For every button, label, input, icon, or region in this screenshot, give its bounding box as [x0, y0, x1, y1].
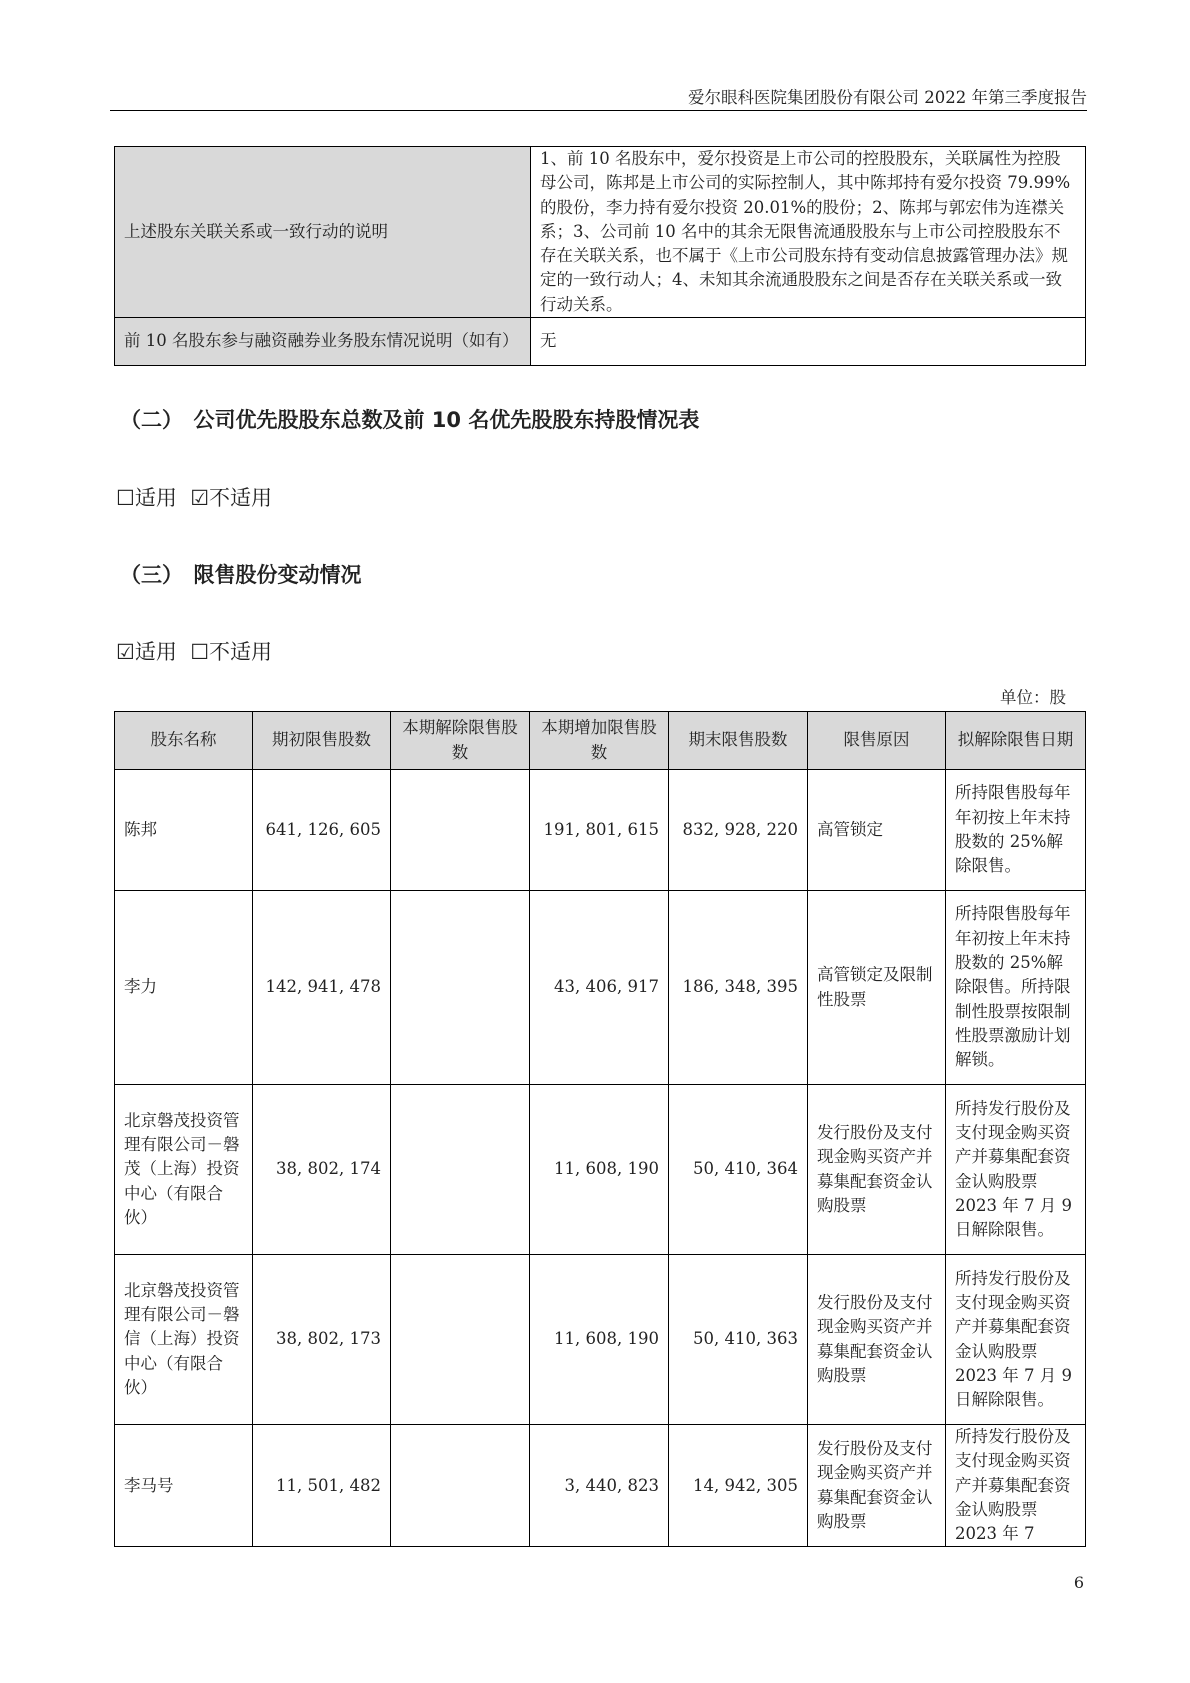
cell-released: [391, 1085, 530, 1255]
row-label: 前 10 名股东参与融资融券业务股东情况说明（如有）: [115, 318, 531, 366]
table-row: [115, 891, 1086, 1085]
cell-end: 832, 928, 220: [669, 770, 808, 891]
table-row: [115, 147, 1086, 318]
cell-reason: 高管锁定: [808, 770, 946, 891]
cell-added: 191, 801, 615: [530, 770, 669, 891]
cell-date: 所持限售股每年年初按上年末持股数的 25%解除限售。: [946, 770, 1086, 891]
cell-reason: 发行股份及支付现金购买资产并募集配套资金认购股票: [808, 1255, 946, 1425]
column-header: 期初限售股数: [253, 712, 391, 770]
column-header: 限售原因: [808, 712, 946, 770]
page-number: 6: [1073, 1573, 1084, 1592]
cell-released: [391, 1425, 530, 1547]
cell-name: 李力: [115, 891, 253, 1085]
cell-added: 3, 440, 823: [530, 1425, 669, 1547]
applicable-checkbox: ☐适用: [116, 486, 177, 510]
cell-released: [391, 891, 530, 1085]
restricted-shares-table: [114, 711, 1086, 1547]
cell-date: 所持发行股份及支付现金购买资产并募集配套资金认购股票 2023 年 7 月 9 日解除限售。: [946, 1085, 1086, 1255]
not-applicable-checkbox: ☑不适用: [190, 486, 273, 510]
section-2-title: （二） 公司优先股股东总数及前 10 名优先股股东持股情况表: [120, 408, 700, 432]
cell-start: 142, 941, 478: [253, 891, 391, 1085]
cell-end: 50, 410, 364: [669, 1085, 808, 1255]
column-header: 本期解除限售股数: [391, 712, 530, 770]
cell-added: 43, 406, 917: [530, 891, 669, 1085]
cell-released: [391, 770, 530, 891]
cell-reason: 发行股份及支付现金购买资产并募集配套资金认购股票: [808, 1425, 946, 1547]
cell-end: 14, 942, 305: [669, 1425, 808, 1547]
cell-name: 北京磐茂投资管理有限公司－磐茂（上海）投资中心（有限合伙）: [115, 1085, 253, 1255]
column-header: 股东名称: [115, 712, 253, 770]
table-row: [115, 770, 1086, 891]
table-row: [115, 1425, 1086, 1547]
column-header: 拟解除限售日期: [946, 712, 1086, 770]
cell-released: [391, 1255, 530, 1425]
applicable-checkbox: ☑适用: [116, 640, 177, 664]
cell-start: 38, 802, 173: [253, 1255, 391, 1425]
table-row: [115, 1255, 1086, 1425]
section-2-options: [116, 482, 272, 512]
cell-date: 所持发行股份及支付现金购买资产并募集配套资金认购股票 2023 年 7: [946, 1425, 1086, 1547]
cell-date: 所持限售股每年年初按上年末持股数的 25%解除限售。所持限制性股票按限制性股票激励计划解锁。: [946, 891, 1086, 1085]
cell-date: 所持发行股份及支付现金购买资产并募集配套资金认购股票 2023 年 7 月 9 日解除限售。: [946, 1255, 1086, 1425]
table-header-row: [115, 712, 1086, 770]
column-header: 本期增加限售股数: [530, 712, 669, 770]
table-row: [115, 318, 1086, 366]
shareholder-relation-table: [114, 146, 1086, 366]
cell-end: 50, 410, 363: [669, 1255, 808, 1425]
section-3-title: （三） 限售股份变动情况: [120, 563, 362, 587]
row-label: 上述股东关联关系或一致行动的说明: [115, 147, 531, 318]
section-3-options: [116, 636, 272, 666]
column-header: 期末限售股数: [669, 712, 808, 770]
cell-end: 186, 348, 395: [669, 891, 808, 1085]
row-value: 无: [531, 318, 1086, 366]
cell-reason: 高管锁定及限制性股票: [808, 891, 946, 1085]
cell-start: 641, 126, 605: [253, 770, 391, 891]
cell-reason: 发行股份及支付现金购买资产并募集配套资金认购股票: [808, 1085, 946, 1255]
cell-added: 11, 608, 190: [530, 1255, 669, 1425]
row-value: 1、前 10 名股东中，爱尔投资是上市公司的控股股东，关联属性为控股母公司，陈邦是上市公司的实际控制人，其中陈邦持有爱尔投资 79.99%的股份，李力持有爱尔投资 20.01%的股份；2、陈邦与郭宏伟为连襟关系；3、公司前 10 名中的其余无限售流通股股东与上市公司控股股东不存在关联关系，也不属于《上市公司股东持有变动信息披露管理办法》规定的一致行动人；4、未知其余流通股股东之间是否存在关联关系或一致行动关系。: [531, 147, 1086, 318]
cell-added: 11, 608, 190: [530, 1085, 669, 1255]
not-applicable-checkbox: ☐不适用: [190, 640, 273, 664]
table-row: [115, 1085, 1086, 1255]
page-header: 爱尔眼科医院集团股份有限公司 2022 年第三季度报告: [110, 84, 1087, 111]
unit-label: 单位：股: [1000, 688, 1066, 707]
cell-name: 李马号: [115, 1425, 253, 1547]
cell-start: 38, 802, 174: [253, 1085, 391, 1255]
cell-start: 11, 501, 482: [253, 1425, 391, 1547]
cell-name: 陈邦: [115, 770, 253, 891]
cell-name: 北京磐茂投资管理有限公司－磐信（上海）投资中心（有限合伙）: [115, 1255, 253, 1425]
